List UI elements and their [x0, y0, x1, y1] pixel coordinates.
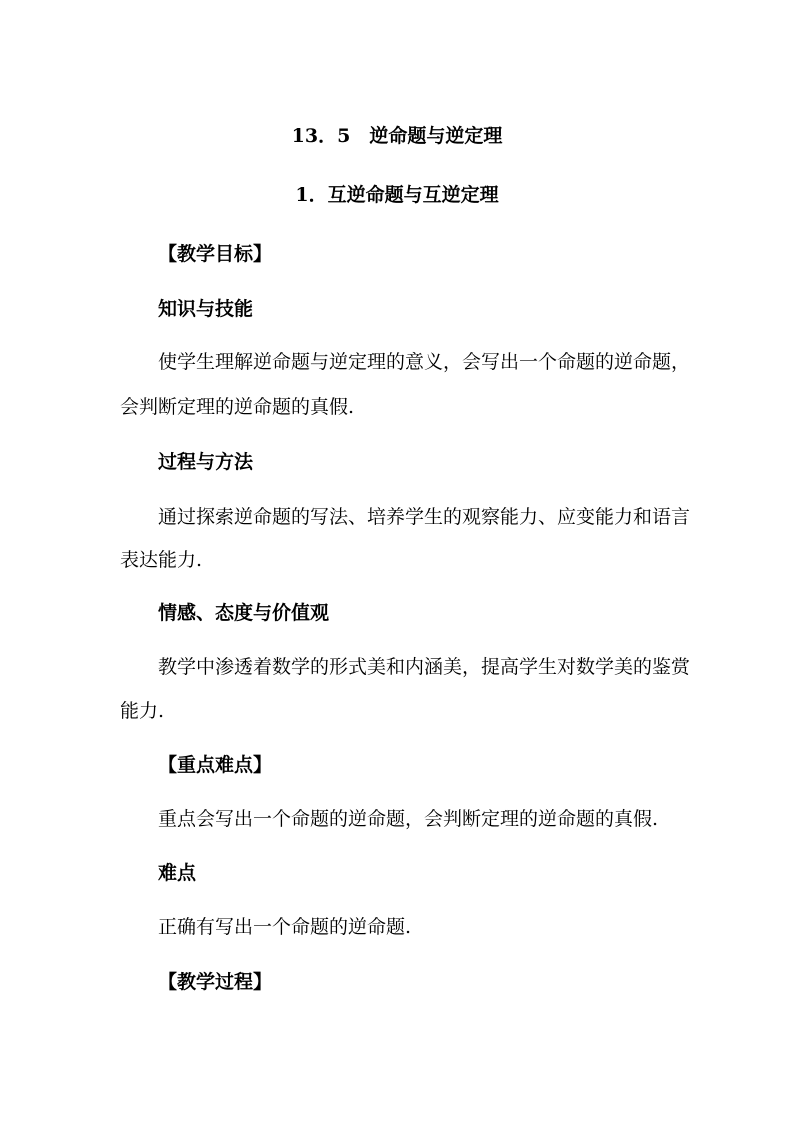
document-subtitle: 1．互逆命题与互逆定理 [295, 184, 499, 206]
section-heading-objectives: 【教学目标】 [158, 243, 273, 265]
section-heading-keypoints: 【重点难点】 [158, 754, 273, 776]
paragraph-knowledge-line1: 使学生理解逆命题与逆定理的意义，会写出一个命题的逆命题， [158, 351, 691, 373]
paragraph-emotion-line1: 教学中渗透着数学的形式美和内涵美，提高学生对数学美的鉴赏 [158, 656, 691, 678]
document-title: 13．5 逆命题与逆定理 [291, 125, 503, 147]
paragraph-process-line2: 表达能力. [120, 549, 203, 571]
subheading-knowledge: 知识与技能 [158, 298, 254, 320]
paragraph-process-line1: 通过探索逆命题的写法、培养学生的观察能力、应变能力和语言 [158, 506, 691, 528]
paragraph-emotion-line2: 能力. [120, 700, 165, 722]
paragraph-knowledge-line2: 会判断定理的逆命题的真假. [120, 396, 355, 418]
subheading-difficulty: 难点 [158, 862, 197, 884]
subheading-process: 过程与方法 [158, 451, 254, 473]
paragraph-keypoint: 重点会写出一个命题的逆命题，会判断定理的逆命题的真假. [158, 808, 659, 830]
section-heading-process: 【教学过程】 [158, 971, 273, 993]
subheading-emotion: 情感、态度与价值观 [158, 602, 330, 624]
paragraph-difficulty: 正确有写出一个命题的逆命题. [158, 916, 412, 938]
